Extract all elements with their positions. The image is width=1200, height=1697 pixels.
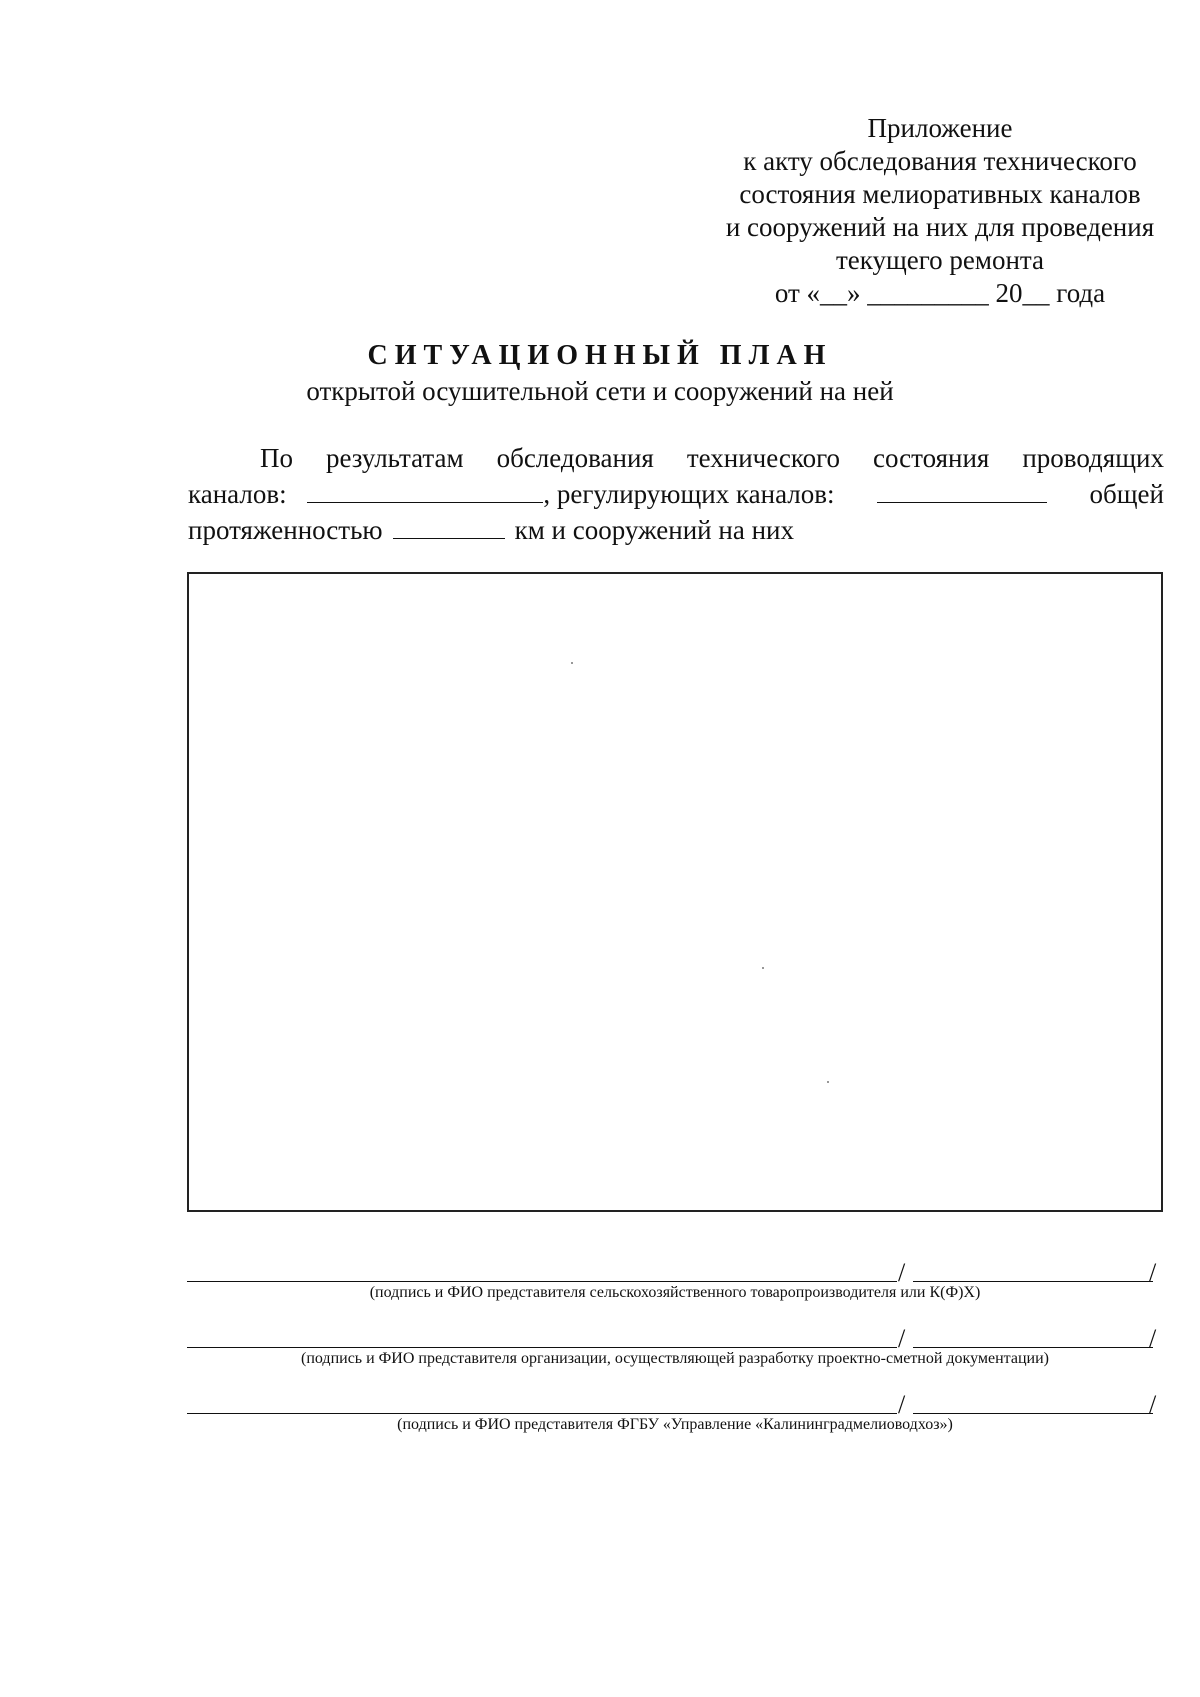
separator-slash: / <box>898 1390 906 1419</box>
km-label: км и сооружений на них <box>514 515 794 545</box>
full-name-blank[interactable] <box>913 1413 1153 1414</box>
signature-caption: (подпись и ФИО представителя организации, осуществляющей разработку проектно-сметной документации) <box>301 1350 1049 1367</box>
paragraph-line-1 <box>188 440 1164 476</box>
paragraph-text <box>188 476 835 512</box>
signature-row-2 <box>187 1318 1163 1353</box>
regulating-channels-blank[interactable] <box>877 480 1047 503</box>
situation-plan-area[interactable] <box>187 572 1163 1212</box>
survey-paragraph <box>188 440 1164 548</box>
paragraph-line-2 <box>188 476 1164 512</box>
separator-slash: / <box>1149 1324 1157 1353</box>
signature-row-1 <box>187 1252 1163 1287</box>
paragraph-line-3 <box>188 512 1164 548</box>
appendix-header <box>700 112 1180 310</box>
appendix-date-line: от «__» _________ 20__ года <box>774 278 1106 308</box>
scan-speck <box>571 662 573 664</box>
scan-speck <box>827 1081 829 1083</box>
paragraph-word: результатам <box>325 443 464 473</box>
signature-row-3 <box>187 1384 1163 1419</box>
length-blank[interactable] <box>393 516 505 539</box>
document-title: СИТУАЦИОННЫЙ ПЛАН <box>367 340 833 371</box>
appendix-line: и сооружений на них для проведения <box>725 212 1155 242</box>
appendix-line: Приложение <box>867 113 1013 143</box>
separator-slash: / <box>1149 1258 1157 1287</box>
separator-slash: / <box>1149 1390 1157 1419</box>
paragraph-word: состояния <box>873 443 990 473</box>
length-label: протяженностью <box>188 515 383 545</box>
paragraph-word: По <box>260 443 293 473</box>
appendix-line: текущего ремонта <box>835 245 1045 275</box>
paragraph-word: проводящих <box>1022 443 1164 473</box>
full-name-blank[interactable] <box>913 1347 1153 1348</box>
signature-caption: (подпись и ФИО представителя ФГБУ «Управление «Калининградмелиоводхоз») <box>397 1416 953 1433</box>
conducting-channels-blank[interactable] <box>307 480 543 503</box>
regulating-channels-label: , регулирующих каналов: <box>543 479 835 509</box>
conducting-channels-label: каналов: <box>188 479 287 509</box>
signature-blank[interactable] <box>187 1281 897 1282</box>
paragraph-word: обследования <box>496 443 654 473</box>
full-name-blank[interactable] <box>913 1281 1153 1282</box>
signature-blank[interactable] <box>187 1413 897 1414</box>
document-subtitle: открытой осушительной сети и сооружений на ней <box>306 376 894 406</box>
scan-speck <box>762 967 764 969</box>
total-label: общей <box>1089 479 1164 509</box>
signature-caption: (подпись и ФИО представителя сельскохозяйственного товаропроизводителя или К(Ф)Х) <box>369 1284 981 1301</box>
separator-slash: / <box>898 1258 906 1287</box>
signature-blank[interactable] <box>187 1347 897 1348</box>
appendix-line: состояния мелиоративных каналов <box>739 179 1141 209</box>
paragraph-word: технического <box>686 443 841 473</box>
separator-slash: / <box>898 1324 906 1353</box>
appendix-line: к акту обследования технического <box>743 146 1137 176</box>
